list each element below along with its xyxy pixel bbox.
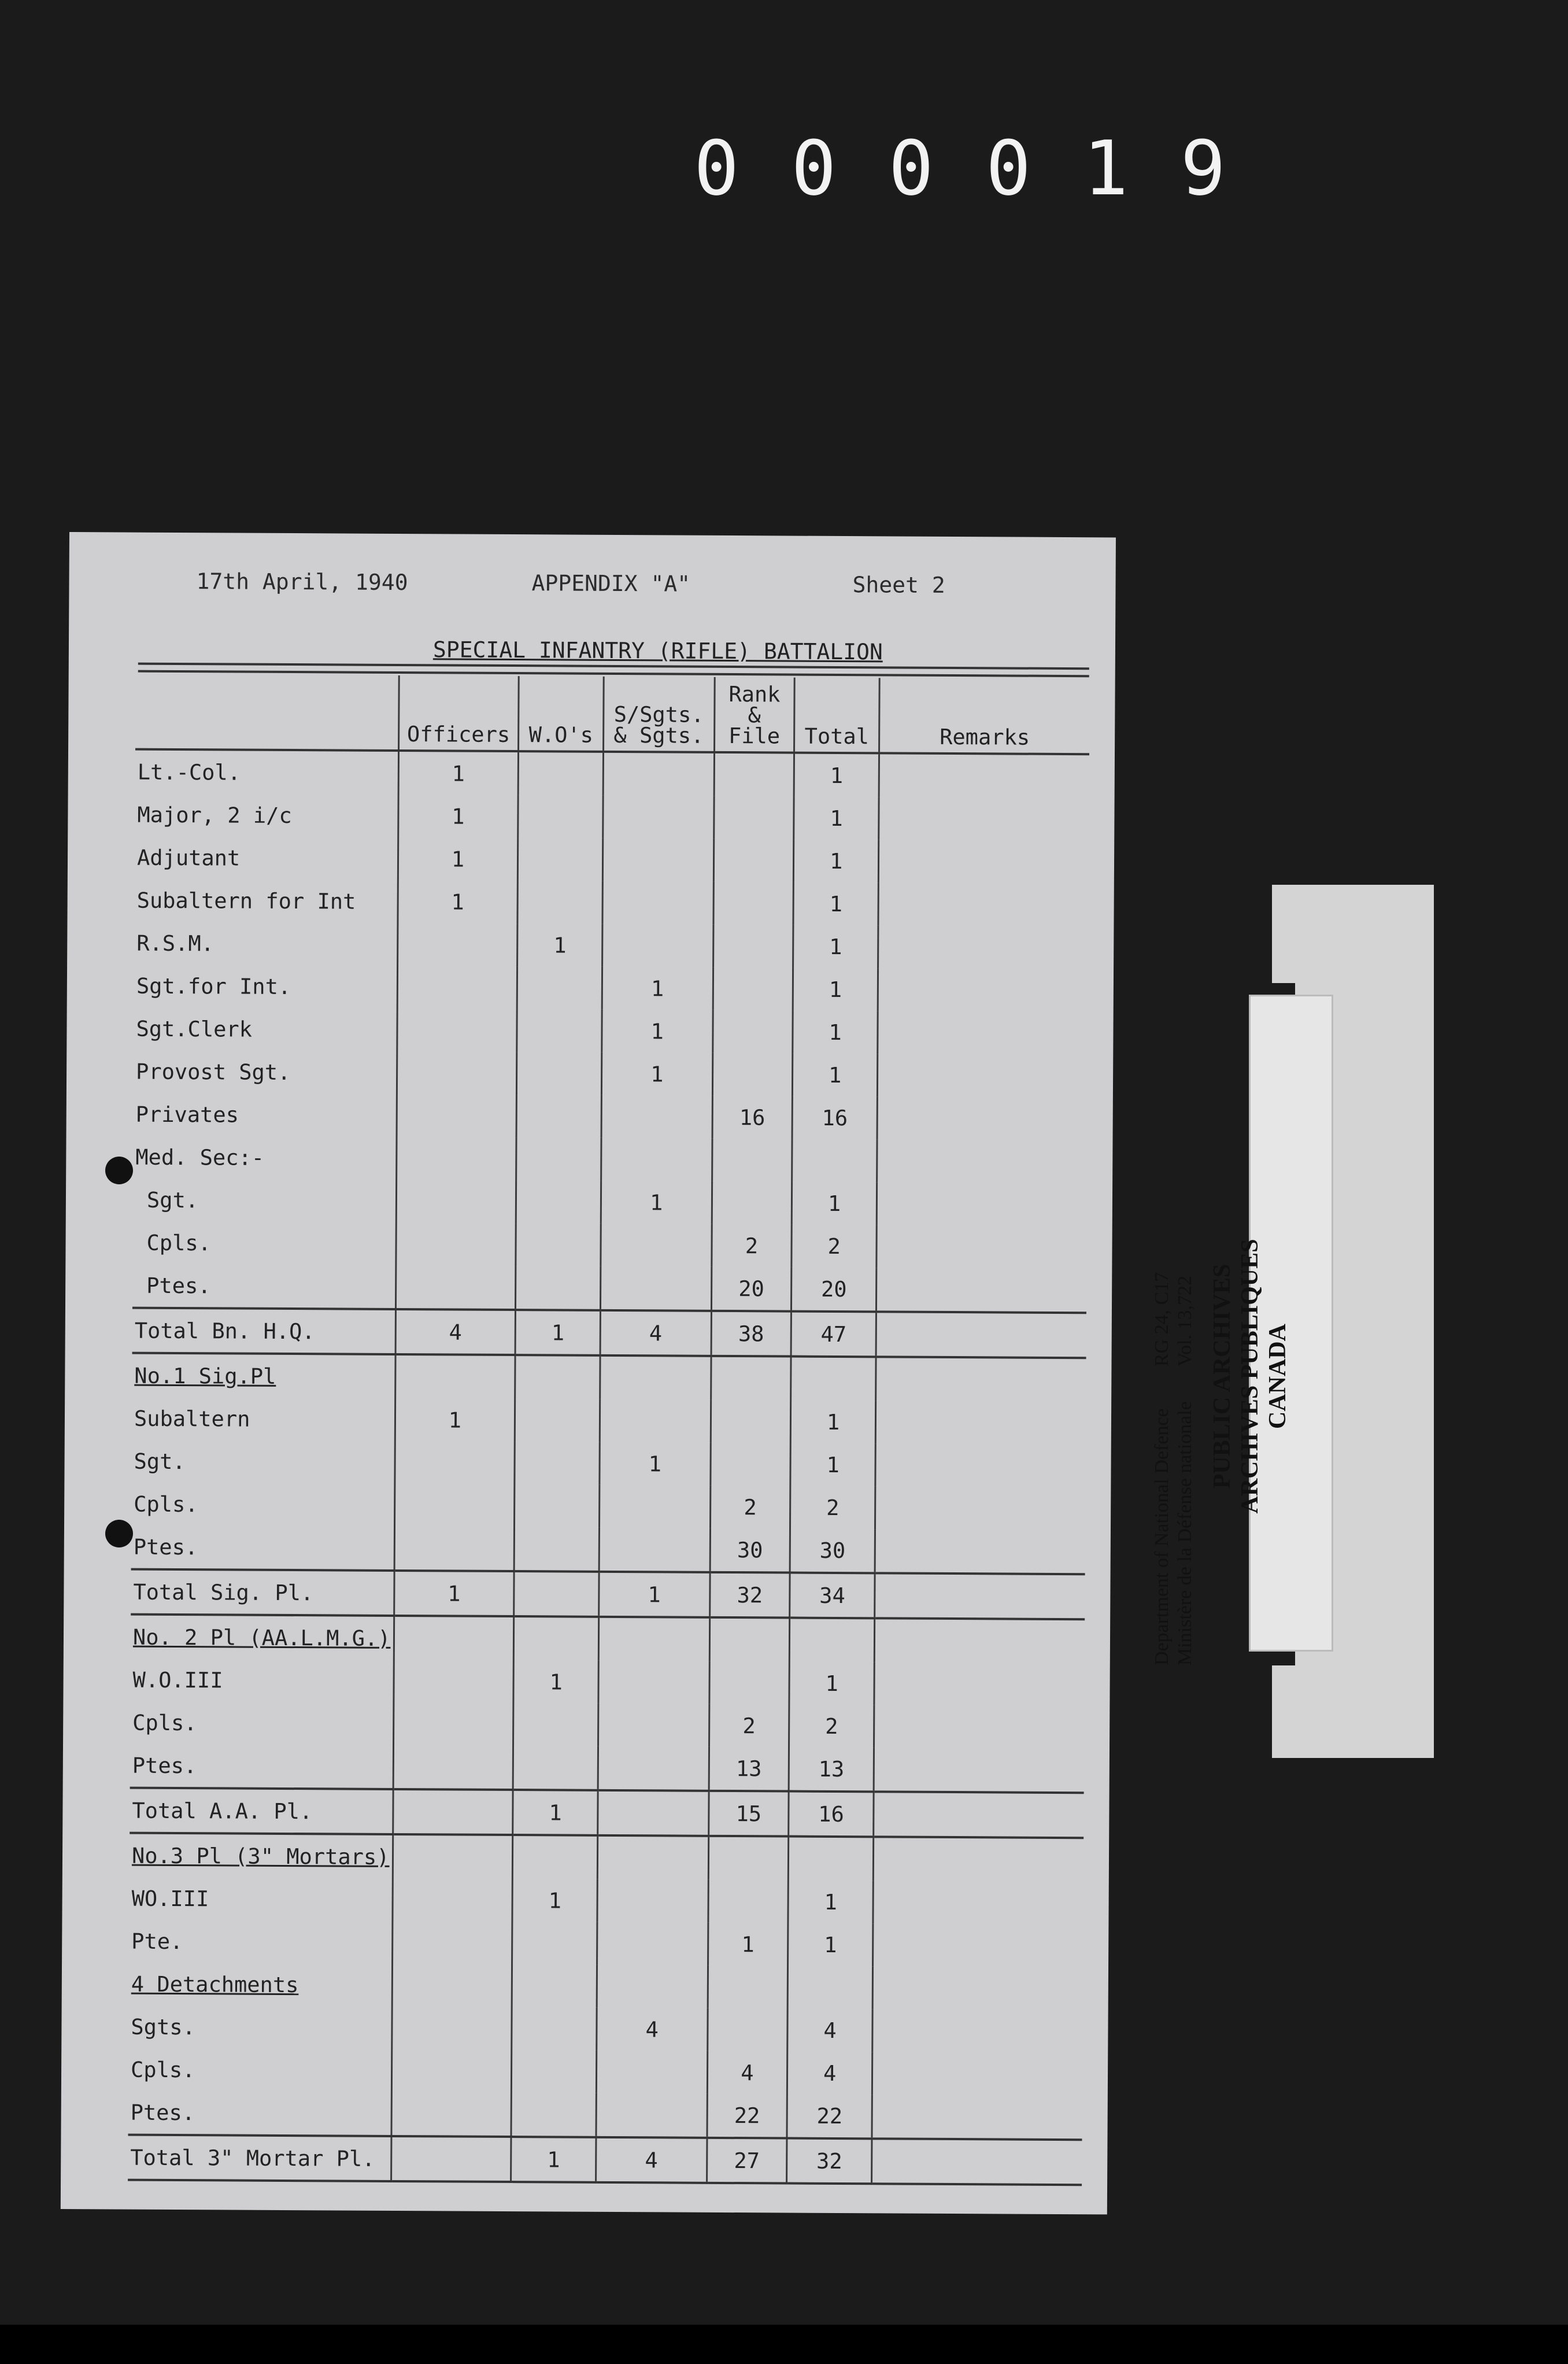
cell-officers: 1 <box>398 795 518 838</box>
cell-total: 1 <box>791 1401 876 1444</box>
table-row <box>128 2091 1082 2140</box>
cell-wos: 1 <box>513 1660 598 1704</box>
cell-remarks <box>878 968 1088 1012</box>
cell-officers <box>397 1009 517 1052</box>
cell-rf: 4 <box>707 2051 787 2095</box>
table-row <box>133 1179 1087 1227</box>
cell-total: 34 <box>790 1573 875 1619</box>
cell-rf: 1 <box>708 1923 788 1966</box>
row-label: Sgt.Clerk <box>136 1016 253 1042</box>
cell-rf <box>708 1966 788 2009</box>
cell-remarks <box>878 925 1089 969</box>
row-label: Med. Sec:- <box>135 1144 265 1170</box>
row-label: Ptes. <box>133 1534 198 1560</box>
cell-remarks <box>874 1792 1084 1838</box>
cell-remarks <box>872 2052 1082 2096</box>
cell-wos <box>516 1137 601 1181</box>
cell-remarks <box>876 1357 1086 1402</box>
row-label: Sgt. <box>134 1449 186 1474</box>
cell-officers <box>391 2007 512 2050</box>
cell-rf <box>712 1053 793 1096</box>
cell-officers <box>394 1441 515 1484</box>
row-label: Ptes. <box>146 1273 211 1298</box>
cell-sgts <box>602 924 713 967</box>
cell-sgts <box>598 1704 709 1747</box>
cell-wos <box>518 838 603 881</box>
stamp-dept-en: Department of National Defence <box>1151 1408 1173 1665</box>
cell-sgts <box>597 1835 708 1880</box>
table-row <box>132 1221 1086 1269</box>
table-section-row <box>132 1353 1086 1402</box>
cell-wos <box>516 1095 601 1138</box>
row-label: Total A.A. Pl. <box>130 1788 393 1834</box>
cell-rf: 15 <box>708 1791 789 1837</box>
cell-officers <box>393 1745 513 1790</box>
cell-total: 20 <box>792 1268 877 1312</box>
cell-officers <box>395 1265 516 1310</box>
cell-officers <box>393 1702 513 1746</box>
punch-hole <box>105 1157 133 1184</box>
cell-sgts: 4 <box>597 2008 708 2051</box>
cell-wos <box>511 2093 596 2137</box>
cell-officers: 1 <box>394 1571 514 1616</box>
cell-officers <box>393 1789 513 1835</box>
cell-rf: 30 <box>710 1528 790 1573</box>
col-header-label <box>135 674 399 751</box>
cell-wos <box>517 966 602 1010</box>
cell-wos: 1 <box>517 924 602 967</box>
cell-wos <box>515 1484 600 1528</box>
cell-officers: 1 <box>395 1398 515 1442</box>
table-row <box>130 1659 1084 1706</box>
cell-sgts <box>598 1661 709 1704</box>
cell-wos <box>517 881 602 924</box>
sheet-label: Sheet 2 <box>852 572 945 598</box>
table-row <box>134 879 1088 927</box>
col-header-wos: W.O's <box>519 676 604 752</box>
row-label: Total 3" Mortar Pl. <box>128 2135 391 2181</box>
cell-total: 1 <box>792 1182 877 1225</box>
cell-rf <box>709 1617 790 1662</box>
punch-hole <box>105 1520 133 1547</box>
cell-remarks <box>875 1573 1085 1619</box>
cell-sgts <box>598 1746 709 1791</box>
cell-wos <box>516 1180 601 1224</box>
cell-remarks <box>874 1748 1084 1793</box>
cell-remarks <box>879 753 1089 798</box>
table-body <box>128 749 1089 2185</box>
cell-total: 2 <box>789 1705 874 1748</box>
cell-total: 16 <box>792 1096 877 1140</box>
cell-wos <box>517 1052 602 1095</box>
cell-sgts <box>599 1528 710 1572</box>
cell-officers <box>396 1180 516 1223</box>
cell-remarks <box>877 1054 1088 1098</box>
table-row <box>130 1744 1084 1793</box>
table-section-row <box>130 1833 1083 1882</box>
row-label: Adjutant <box>136 845 241 871</box>
cell-total: 1 <box>793 1054 878 1097</box>
cell-rf <box>712 1181 792 1225</box>
row-label: Sgts. <box>131 2014 195 2040</box>
cell-total: 16 <box>789 1792 874 1837</box>
table-row <box>134 1093 1088 1141</box>
cell-sgts: 1 <box>601 1052 712 1096</box>
cell-wos <box>516 1266 601 1310</box>
table-row <box>135 793 1089 841</box>
row-label: No. 2 Pl (AA.L.M.G.) <box>132 1624 391 1651</box>
document-page <box>61 532 1116 2214</box>
cell-rf <box>713 796 794 840</box>
row-label: Sgt.for Int. <box>136 973 291 999</box>
cell-rf <box>711 1400 791 1443</box>
cell-total: 1 <box>794 840 879 883</box>
frame-digit: 1 <box>1083 124 1152 212</box>
cell-rf: 27 <box>707 2138 787 2184</box>
cell-rf <box>709 1661 789 1705</box>
cell-sgts <box>601 1138 712 1181</box>
cell-sgts <box>600 1355 711 1400</box>
table-row <box>134 922 1088 970</box>
cell-remarks <box>876 1312 1086 1358</box>
table-row <box>135 836 1089 884</box>
title-rule <box>138 663 1089 670</box>
cell-officers <box>394 1527 515 1571</box>
cell-rf <box>712 1139 792 1182</box>
cell-sgts <box>596 2051 707 2094</box>
cell-sgts <box>598 1790 709 1836</box>
row-label: No.1 Sig.Pl <box>134 1363 276 1389</box>
cell-total: 32 <box>787 2138 872 2184</box>
frame-digit: 0 <box>694 124 763 212</box>
cell-total: 1 <box>793 925 878 969</box>
cell-rf <box>708 1836 789 1881</box>
cell-wos <box>518 751 603 796</box>
cell-officers <box>397 1051 517 1095</box>
cell-sgts <box>603 752 714 796</box>
cell-total: 1 <box>793 882 878 926</box>
row-label: Pte. <box>131 1929 183 1954</box>
cell-sgts <box>602 839 713 882</box>
stamp-ref-2: Vol. 13,722 <box>1174 1275 1196 1367</box>
cell-remarks <box>873 1837 1083 1882</box>
cell-remarks <box>877 1182 1087 1226</box>
row-label: Cpls. <box>146 1230 212 1255</box>
table-row <box>134 1050 1088 1098</box>
cell-rf <box>714 752 794 797</box>
col-header-total: Total <box>794 678 879 753</box>
cell-wos <box>514 1616 599 1661</box>
frame-digit: 0 <box>986 124 1055 212</box>
cell-rf: 16 <box>712 1096 793 1139</box>
cell-total: 1 <box>789 1662 874 1705</box>
cell-wos: 1 <box>511 2137 596 2182</box>
row-label: Total Sig. Pl. <box>131 1569 394 1616</box>
table-total-row <box>132 1308 1086 1358</box>
cell-sgts <box>596 2093 707 2138</box>
cell-total: 1 <box>793 968 878 1011</box>
cell-remarks <box>876 1268 1086 1313</box>
row-label: Total Bn. H.Q. <box>132 1308 395 1354</box>
row-label: Cpls. <box>130 2057 195 2082</box>
cell-sgts: 1 <box>600 1442 711 1486</box>
cell-officers: 1 <box>398 837 518 881</box>
frame-digit: 0 <box>888 124 957 212</box>
cell-wos <box>516 1223 601 1266</box>
cell-sgts <box>601 1224 712 1267</box>
table-row <box>135 749 1089 799</box>
cell-officers <box>391 2136 511 2182</box>
cell-rf <box>710 1443 790 1486</box>
stamp-archives-en: PUBLIC ARCHIVES <box>1209 1264 1236 1489</box>
table-total-row <box>131 1569 1085 1620</box>
table-row <box>132 1264 1086 1313</box>
cell-sgts: 1 <box>599 1572 710 1617</box>
table-row <box>128 2005 1082 2053</box>
cell-remarks <box>874 1618 1085 1663</box>
table-row <box>130 1701 1084 1749</box>
cell-remarks <box>872 2095 1082 2140</box>
cell-officers <box>394 1616 514 1660</box>
cell-rf: 2 <box>709 1704 789 1748</box>
cell-rf <box>707 2008 787 2052</box>
table-row <box>131 1525 1085 1575</box>
table-row <box>131 1440 1085 1488</box>
cell-wos <box>512 2007 597 2051</box>
cell-rf <box>713 925 793 968</box>
table-row <box>129 1877 1083 1925</box>
cell-sgts: 1 <box>601 1181 712 1224</box>
frame-digit: 0 <box>791 124 860 212</box>
cell-remarks <box>875 1529 1085 1574</box>
stamp-archives-fr: ARCHIVES PUBLIQUES <box>1237 1239 1263 1514</box>
cell-officers: 4 <box>395 1309 516 1355</box>
cell-rf: 13 <box>709 1747 789 1792</box>
cell-wos: 1 <box>512 1879 597 1922</box>
cell-remarks <box>878 840 1089 884</box>
cell-total: 22 <box>787 2095 872 2139</box>
cell-total: 1 <box>793 1011 878 1054</box>
cell-rf: 2 <box>711 1224 792 1268</box>
cell-remarks <box>875 1443 1086 1487</box>
cell-sgts <box>597 1922 708 1966</box>
table-row <box>134 965 1088 1013</box>
row-label: Subaltern for Int <box>136 888 356 914</box>
cell-total: 1 <box>794 797 879 840</box>
cell-officers: 1 <box>398 751 519 795</box>
cell-officers <box>397 966 517 1009</box>
cell-remarks <box>875 1401 1086 1445</box>
cell-rf <box>712 1010 793 1054</box>
cell-rf: 2 <box>710 1486 790 1529</box>
row-label: Ptes. <box>130 2100 195 2125</box>
cell-remarks <box>872 1966 1083 2010</box>
row-label: Subaltern <box>134 1406 250 1432</box>
table-row <box>131 1483 1085 1531</box>
cell-sgts <box>599 1485 710 1528</box>
row-label: Sgt. <box>146 1187 199 1213</box>
strength-table <box>128 674 1090 2186</box>
stamp-ref-1: RG 24, C17 <box>1151 1272 1173 1367</box>
cell-wos <box>512 1922 597 1965</box>
row-label: Lt.-Col. <box>137 759 241 785</box>
col-header-sgts: S/Sgts. & Sgts. <box>604 677 715 752</box>
cell-wos: 1 <box>513 1790 598 1835</box>
cell-officers <box>396 1137 516 1180</box>
cell-total: 2 <box>790 1486 875 1530</box>
cell-sgts: 4 <box>596 2137 707 2183</box>
microfilm-frame-number <box>688 124 1255 212</box>
cell-wos <box>515 1442 600 1485</box>
cell-total <box>789 1837 874 1881</box>
cell-officers: 1 <box>397 880 517 924</box>
cell-wos <box>513 1703 598 1746</box>
cell-rf <box>713 882 793 925</box>
cell-sgts <box>597 1879 708 1923</box>
cell-rf: 22 <box>707 2094 787 2138</box>
row-label: Ptes. <box>132 1753 197 1778</box>
cell-officers <box>393 1834 513 1879</box>
cell-officers <box>397 923 517 966</box>
cell-remarks <box>874 1705 1084 1749</box>
cell-sgts: 4 <box>600 1310 711 1356</box>
row-label: Privates <box>135 1102 239 1128</box>
cell-remarks <box>877 1139 1088 1183</box>
cell-rf: 20 <box>711 1267 792 1312</box>
cell-sgts: 1 <box>602 967 713 1010</box>
table-header-row <box>135 674 1090 755</box>
cell-rf: 38 <box>711 1311 792 1357</box>
document-title: SPECIAL INFANTRY (RIFLE) BATTALION <box>432 637 883 665</box>
cell-wos <box>515 1355 600 1399</box>
cell-officers <box>394 1484 515 1527</box>
cell-officers <box>392 1921 512 1964</box>
cell-officers <box>392 1964 512 2007</box>
table-total-row <box>128 2135 1082 2185</box>
cell-remarks <box>878 882 1089 926</box>
cell-remarks <box>877 1225 1087 1269</box>
col-header-rank-file: Rank & File <box>714 677 794 753</box>
col-header-officers: Officers <box>398 675 519 751</box>
cell-total: 1 <box>788 1923 873 1967</box>
cell-officers <box>391 2049 512 2093</box>
table-row <box>134 1007 1088 1055</box>
cell-sgts <box>602 881 713 925</box>
table-section-row <box>129 1963 1083 2011</box>
row-label: Provost Sgt. <box>136 1059 291 1085</box>
cell-officers <box>395 1354 515 1399</box>
cell-sgts <box>598 1617 709 1661</box>
cell-total: 1 <box>790 1443 875 1487</box>
cell-wos <box>513 1835 598 1879</box>
cell-sgts <box>601 1095 712 1139</box>
cell-wos: 1 <box>515 1310 600 1355</box>
cell-officers <box>397 1094 517 1137</box>
cell-total: 1 <box>794 753 879 797</box>
cell-remarks <box>878 1011 1088 1055</box>
row-label: Major, 2 i/c <box>137 802 292 828</box>
cell-remarks <box>872 2009 1083 2053</box>
row-label: No.3 Pl (3" Mortars) <box>131 1843 390 1870</box>
cell-sgts <box>600 1399 711 1443</box>
frame-digit: 9 <box>1180 124 1249 212</box>
row-label: R.S.M. <box>136 930 215 956</box>
table-row <box>129 1920 1083 1968</box>
stamp-dept-fr: Ministère de la Défense nationale <box>1174 1401 1196 1665</box>
cell-rf <box>713 967 793 1011</box>
row-label: WO.III <box>131 1886 209 1911</box>
cell-wos <box>512 2050 597 2093</box>
film-edge <box>0 2325 1568 2364</box>
row-label: 4 Detachments <box>131 1971 299 1997</box>
cell-total: 2 <box>792 1225 877 1268</box>
cell-rf: 32 <box>709 1572 790 1618</box>
cell-total: 13 <box>789 1748 874 1792</box>
cell-officers <box>391 2092 512 2137</box>
table-row <box>132 1397 1086 1445</box>
cell-total <box>792 1139 877 1183</box>
cell-wos <box>513 1746 598 1790</box>
cell-total: 30 <box>790 1529 875 1573</box>
cell-total: 47 <box>791 1312 876 1357</box>
cell-remarks <box>874 1662 1085 1706</box>
cell-wos <box>518 795 603 839</box>
cell-total: 4 <box>787 2009 872 2052</box>
cell-total: 4 <box>787 2052 872 2095</box>
cell-wos <box>514 1571 599 1617</box>
cell-officers <box>392 1878 512 1922</box>
cell-wos <box>517 1009 602 1052</box>
cell-rf <box>708 1880 788 1923</box>
cell-remarks <box>875 1486 1085 1530</box>
table-total-row <box>130 1788 1083 1838</box>
appendix-label: APPENDIX "A" <box>531 570 691 597</box>
cell-remarks <box>872 2138 1082 2185</box>
cell-remarks <box>873 1881 1083 1925</box>
cell-rf <box>711 1356 791 1401</box>
cell-officers <box>393 1660 513 1703</box>
document-date: 17th April, 1940 <box>196 568 408 596</box>
table-row <box>128 2048 1082 2096</box>
cell-total <box>790 1618 875 1663</box>
table-section-row <box>131 1615 1085 1664</box>
table-row <box>133 1136 1087 1184</box>
cell-remarks <box>873 1923 1083 1967</box>
cell-remarks <box>879 797 1089 841</box>
row-label: Cpls. <box>134 1491 198 1517</box>
archive-stamp-text <box>1151 1087 1301 1665</box>
cell-wos <box>515 1399 600 1442</box>
cell-remarks <box>877 1096 1088 1140</box>
cell-total: 1 <box>788 1881 873 1924</box>
cell-wos <box>512 1964 597 2008</box>
cell-officers <box>395 1222 516 1266</box>
cell-rf <box>713 839 794 882</box>
stamp-country: CANADA <box>1264 1324 1291 1429</box>
cell-total <box>791 1357 876 1401</box>
cell-sgts <box>600 1266 711 1311</box>
cell-total <box>787 1966 872 2010</box>
col-header-remarks: Remarks <box>879 678 1089 754</box>
cell-sgts <box>603 796 714 839</box>
cell-sgts <box>597 1965 708 2008</box>
row-label: Cpls. <box>132 1710 197 1735</box>
cell-sgts: 1 <box>602 1010 713 1053</box>
cell-wos <box>514 1527 599 1572</box>
row-label: W.O.III <box>132 1667 223 1693</box>
